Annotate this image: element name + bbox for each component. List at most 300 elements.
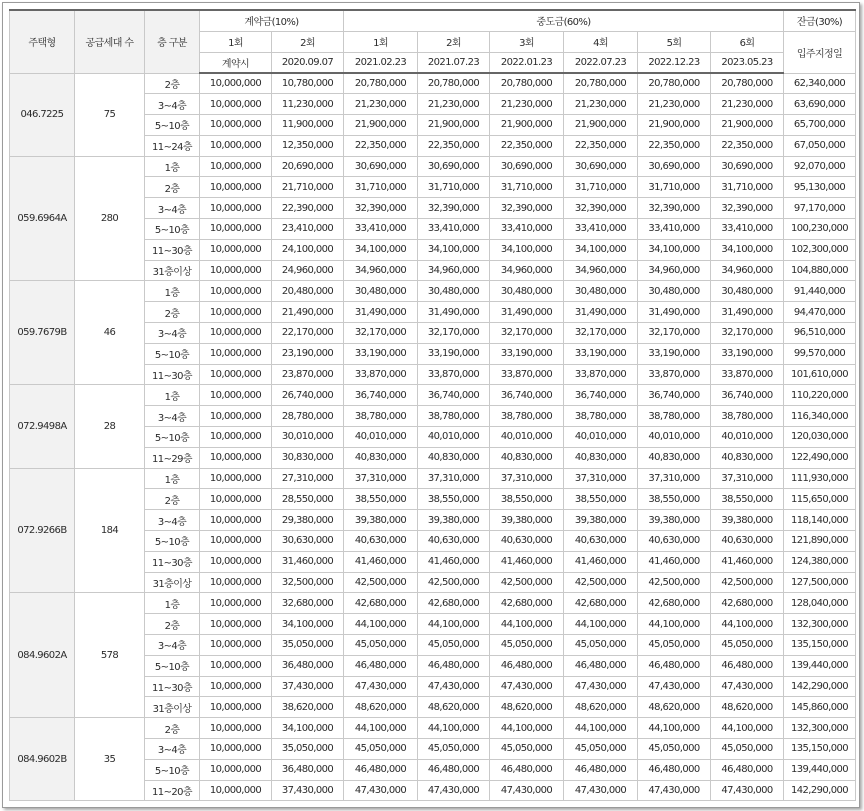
amount-cell: 22,350,000 bbox=[711, 135, 784, 156]
floor-cell: 1층 bbox=[145, 281, 200, 302]
table-row bbox=[10, 718, 856, 739]
amount-cell: 32,170,000 bbox=[564, 323, 638, 344]
amount-cell: 145,860,000 bbox=[784, 697, 856, 718]
amount-cell: 46,480,000 bbox=[344, 759, 418, 780]
supply-units-cell: 35 bbox=[75, 718, 145, 801]
amount-cell: 104,880,000 bbox=[784, 260, 856, 281]
amount-cell: 34,100,000 bbox=[272, 614, 344, 635]
amount-cell: 44,100,000 bbox=[564, 718, 638, 739]
amount-cell: 42,500,000 bbox=[564, 572, 638, 593]
amount-cell: 139,440,000 bbox=[784, 655, 856, 676]
supply-units-cell: 184 bbox=[75, 468, 145, 593]
amount-cell: 45,050,000 bbox=[490, 739, 564, 760]
amount-cell: 32,170,000 bbox=[490, 323, 564, 344]
amount-cell: 37,310,000 bbox=[344, 468, 418, 489]
amount-cell: 44,100,000 bbox=[638, 614, 711, 635]
floor-cell: 11~30층 bbox=[145, 676, 200, 697]
amount-cell: 10,000,000 bbox=[200, 281, 272, 302]
header-installment: 5회 bbox=[638, 31, 711, 52]
amount-cell: 44,100,000 bbox=[490, 718, 564, 739]
amount-cell: 10,000,000 bbox=[200, 697, 272, 718]
amount-cell: 33,190,000 bbox=[711, 343, 784, 364]
amount-cell: 36,740,000 bbox=[490, 385, 564, 406]
amount-cell: 67,050,000 bbox=[784, 135, 856, 156]
amount-cell: 20,780,000 bbox=[344, 73, 418, 94]
amount-cell: 10,000,000 bbox=[200, 135, 272, 156]
amount-cell: 116,340,000 bbox=[784, 406, 856, 427]
amount-cell: 30,690,000 bbox=[711, 156, 784, 177]
amount-cell: 33,190,000 bbox=[344, 343, 418, 364]
amount-cell: 92,070,000 bbox=[784, 156, 856, 177]
floor-cell: 1층 bbox=[145, 468, 200, 489]
amount-cell: 35,050,000 bbox=[272, 739, 344, 760]
floor-cell: 31층이상 bbox=[145, 697, 200, 718]
table-header bbox=[10, 10, 856, 73]
amount-cell: 115,650,000 bbox=[784, 489, 856, 510]
amount-cell: 42,500,000 bbox=[638, 572, 711, 593]
header-date: 2023.05.23 bbox=[711, 52, 784, 73]
amount-cell: 23,190,000 bbox=[272, 343, 344, 364]
amount-cell: 33,410,000 bbox=[711, 219, 784, 240]
amount-cell: 38,620,000 bbox=[272, 697, 344, 718]
amount-cell: 42,680,000 bbox=[564, 593, 638, 614]
floor-cell: 2층 bbox=[145, 614, 200, 635]
amount-cell: 44,100,000 bbox=[490, 614, 564, 635]
floor-cell: 31층이상 bbox=[145, 572, 200, 593]
amount-cell: 45,050,000 bbox=[344, 635, 418, 656]
amount-cell: 100,230,000 bbox=[784, 219, 856, 240]
housing-type-group bbox=[10, 593, 856, 718]
amount-cell: 34,100,000 bbox=[344, 239, 418, 260]
amount-cell: 20,690,000 bbox=[272, 156, 344, 177]
amount-cell: 45,050,000 bbox=[564, 739, 638, 760]
amount-cell: 10,000,000 bbox=[200, 427, 272, 448]
amount-cell: 10,000,000 bbox=[200, 780, 272, 801]
amount-cell: 32,170,000 bbox=[344, 323, 418, 344]
amount-cell: 10,000,000 bbox=[200, 260, 272, 281]
amount-cell: 40,010,000 bbox=[638, 427, 711, 448]
amount-cell: 44,100,000 bbox=[638, 718, 711, 739]
amount-cell: 127,500,000 bbox=[784, 572, 856, 593]
amount-cell: 34,960,000 bbox=[490, 260, 564, 281]
amount-cell: 34,100,000 bbox=[638, 239, 711, 260]
amount-cell: 45,050,000 bbox=[418, 635, 490, 656]
amount-cell: 40,830,000 bbox=[418, 447, 490, 468]
amount-cell: 45,050,000 bbox=[711, 739, 784, 760]
amount-cell: 46,480,000 bbox=[564, 655, 638, 676]
amount-cell: 30,690,000 bbox=[418, 156, 490, 177]
amount-cell: 47,430,000 bbox=[711, 780, 784, 801]
header-installment: 1회 bbox=[344, 31, 418, 52]
amount-cell: 47,430,000 bbox=[564, 676, 638, 697]
amount-cell: 33,190,000 bbox=[418, 343, 490, 364]
amount-cell: 10,000,000 bbox=[200, 614, 272, 635]
housing-type-group bbox=[10, 156, 856, 281]
amount-cell: 10,000,000 bbox=[200, 572, 272, 593]
amount-cell: 38,780,000 bbox=[418, 406, 490, 427]
housing-type-cell: 059.7679B bbox=[10, 281, 75, 385]
table-row bbox=[10, 73, 856, 94]
amount-cell: 36,740,000 bbox=[711, 385, 784, 406]
floor-cell: 3~4층 bbox=[145, 635, 200, 656]
amount-cell: 35,050,000 bbox=[272, 635, 344, 656]
housing-type-cell: 084.9602A bbox=[10, 593, 75, 718]
amount-cell: 33,870,000 bbox=[344, 364, 418, 385]
header-balance: 잔금(30%) bbox=[784, 10, 856, 31]
floor-cell: 11~30층 bbox=[145, 551, 200, 572]
amount-cell: 40,010,000 bbox=[418, 427, 490, 448]
amount-cell: 39,380,000 bbox=[711, 510, 784, 531]
amount-cell: 32,680,000 bbox=[272, 593, 344, 614]
amount-cell: 32,390,000 bbox=[418, 198, 490, 219]
amount-cell: 47,430,000 bbox=[564, 780, 638, 801]
amount-cell: 40,830,000 bbox=[564, 447, 638, 468]
amount-cell: 31,490,000 bbox=[564, 302, 638, 323]
floor-cell: 11~30층 bbox=[145, 364, 200, 385]
floor-cell: 5~10층 bbox=[145, 343, 200, 364]
floor-cell: 5~10층 bbox=[145, 531, 200, 552]
amount-cell: 40,010,000 bbox=[564, 427, 638, 448]
amount-cell: 21,230,000 bbox=[490, 94, 564, 115]
floor-cell: 5~10층 bbox=[145, 759, 200, 780]
amount-cell: 22,350,000 bbox=[638, 135, 711, 156]
header-installment: 4회 bbox=[564, 31, 638, 52]
amount-cell: 21,230,000 bbox=[564, 94, 638, 115]
amount-cell: 10,000,000 bbox=[200, 406, 272, 427]
amount-cell: 47,430,000 bbox=[638, 676, 711, 697]
amount-cell: 41,460,000 bbox=[564, 551, 638, 572]
amount-cell: 132,300,000 bbox=[784, 718, 856, 739]
amount-cell: 24,100,000 bbox=[272, 239, 344, 260]
amount-cell: 132,300,000 bbox=[784, 614, 856, 635]
amount-cell: 21,900,000 bbox=[564, 115, 638, 136]
amount-cell: 32,170,000 bbox=[638, 323, 711, 344]
amount-cell: 30,480,000 bbox=[638, 281, 711, 302]
amount-cell: 31,490,000 bbox=[490, 302, 564, 323]
amount-cell: 42,500,000 bbox=[344, 572, 418, 593]
amount-cell: 30,480,000 bbox=[564, 281, 638, 302]
amount-cell: 30,690,000 bbox=[564, 156, 638, 177]
header-housing-type: 주택형 bbox=[10, 10, 75, 73]
amount-cell: 96,510,000 bbox=[784, 323, 856, 344]
amount-cell: 10,000,000 bbox=[200, 302, 272, 323]
amount-cell: 21,230,000 bbox=[418, 94, 490, 115]
amount-cell: 41,460,000 bbox=[638, 551, 711, 572]
header-date: 2020.09.07 bbox=[272, 52, 344, 73]
amount-cell: 120,030,000 bbox=[784, 427, 856, 448]
floor-cell: 2층 bbox=[145, 73, 200, 94]
amount-cell: 95,130,000 bbox=[784, 177, 856, 198]
amount-cell: 10,000,000 bbox=[200, 323, 272, 344]
supply-units-cell: 28 bbox=[75, 385, 145, 468]
housing-type-group bbox=[10, 73, 856, 156]
amount-cell: 21,900,000 bbox=[638, 115, 711, 136]
amount-cell: 47,430,000 bbox=[344, 780, 418, 801]
housing-type-group bbox=[10, 385, 856, 468]
amount-cell: 31,710,000 bbox=[418, 177, 490, 198]
amount-cell: 41,460,000 bbox=[711, 551, 784, 572]
amount-cell: 10,000,000 bbox=[200, 739, 272, 760]
floor-cell: 1층 bbox=[145, 385, 200, 406]
amount-cell: 21,900,000 bbox=[490, 115, 564, 136]
supply-units-cell: 75 bbox=[75, 73, 145, 156]
amount-cell: 142,290,000 bbox=[784, 780, 856, 801]
amount-cell: 42,500,000 bbox=[418, 572, 490, 593]
amount-cell: 21,710,000 bbox=[272, 177, 344, 198]
amount-cell: 10,000,000 bbox=[200, 343, 272, 364]
floor-cell: 3~4층 bbox=[145, 198, 200, 219]
amount-cell: 31,490,000 bbox=[711, 302, 784, 323]
floor-cell: 3~4층 bbox=[145, 510, 200, 531]
amount-cell: 128,040,000 bbox=[784, 593, 856, 614]
amount-cell: 30,480,000 bbox=[490, 281, 564, 302]
supply-units-cell: 280 bbox=[75, 156, 145, 281]
amount-cell: 135,150,000 bbox=[784, 739, 856, 760]
amount-cell: 38,550,000 bbox=[638, 489, 711, 510]
amount-cell: 33,410,000 bbox=[418, 219, 490, 240]
amount-cell: 10,000,000 bbox=[200, 385, 272, 406]
amount-cell: 38,550,000 bbox=[564, 489, 638, 510]
amount-cell: 10,000,000 bbox=[200, 635, 272, 656]
amount-cell: 21,900,000 bbox=[344, 115, 418, 136]
header-date: 2022.12.23 bbox=[638, 52, 711, 73]
amount-cell: 38,780,000 bbox=[490, 406, 564, 427]
amount-cell: 10,000,000 bbox=[200, 177, 272, 198]
amount-cell: 122,490,000 bbox=[784, 447, 856, 468]
amount-cell: 63,690,000 bbox=[784, 94, 856, 115]
amount-cell: 12,350,000 bbox=[272, 135, 344, 156]
housing-type-cell: 059.6964A bbox=[10, 156, 75, 281]
amount-cell: 47,430,000 bbox=[418, 676, 490, 697]
amount-cell: 10,000,000 bbox=[200, 94, 272, 115]
amount-cell: 48,620,000 bbox=[490, 697, 564, 718]
amount-cell: 32,390,000 bbox=[711, 198, 784, 219]
amount-cell: 20,780,000 bbox=[564, 73, 638, 94]
amount-cell: 39,380,000 bbox=[344, 510, 418, 531]
amount-cell: 22,390,000 bbox=[272, 198, 344, 219]
amount-cell: 37,310,000 bbox=[418, 468, 490, 489]
amount-cell: 41,460,000 bbox=[344, 551, 418, 572]
amount-cell: 10,000,000 bbox=[200, 468, 272, 489]
header-middle-payment: 중도금(60%) bbox=[344, 10, 784, 31]
amount-cell: 46,480,000 bbox=[418, 759, 490, 780]
amount-cell: 30,480,000 bbox=[344, 281, 418, 302]
amount-cell: 40,010,000 bbox=[490, 427, 564, 448]
amount-cell: 97,170,000 bbox=[784, 198, 856, 219]
amount-cell: 40,630,000 bbox=[564, 531, 638, 552]
amount-cell: 34,100,000 bbox=[272, 718, 344, 739]
floor-cell: 3~4층 bbox=[145, 406, 200, 427]
amount-cell: 37,310,000 bbox=[638, 468, 711, 489]
amount-cell: 91,440,000 bbox=[784, 281, 856, 302]
amount-cell: 32,390,000 bbox=[344, 198, 418, 219]
amount-cell: 10,000,000 bbox=[200, 759, 272, 780]
amount-cell: 118,140,000 bbox=[784, 510, 856, 531]
amount-cell: 30,690,000 bbox=[638, 156, 711, 177]
amount-cell: 32,390,000 bbox=[490, 198, 564, 219]
amount-cell: 33,410,000 bbox=[564, 219, 638, 240]
amount-cell: 22,350,000 bbox=[418, 135, 490, 156]
amount-cell: 34,100,000 bbox=[418, 239, 490, 260]
floor-cell: 31층이상 bbox=[145, 260, 200, 281]
amount-cell: 10,000,000 bbox=[200, 156, 272, 177]
amount-cell: 110,220,000 bbox=[784, 385, 856, 406]
amount-cell: 44,100,000 bbox=[711, 718, 784, 739]
amount-cell: 37,310,000 bbox=[711, 468, 784, 489]
amount-cell: 40,830,000 bbox=[711, 447, 784, 468]
header-date: 2021.07.23 bbox=[418, 52, 490, 73]
amount-cell: 34,960,000 bbox=[564, 260, 638, 281]
amount-cell: 10,000,000 bbox=[200, 447, 272, 468]
amount-cell: 48,620,000 bbox=[344, 697, 418, 718]
floor-cell: 2층 bbox=[145, 177, 200, 198]
amount-cell: 44,100,000 bbox=[344, 718, 418, 739]
amount-cell: 46,480,000 bbox=[418, 655, 490, 676]
header-supply-units: 공급세대 수 bbox=[75, 10, 145, 73]
document-frame bbox=[2, 2, 860, 808]
amount-cell: 42,680,000 bbox=[344, 593, 418, 614]
amount-cell: 46,480,000 bbox=[711, 655, 784, 676]
floor-cell: 2층 bbox=[145, 489, 200, 510]
amount-cell: 31,710,000 bbox=[344, 177, 418, 198]
floor-cell: 5~10층 bbox=[145, 115, 200, 136]
amount-cell: 38,550,000 bbox=[490, 489, 564, 510]
amount-cell: 46,480,000 bbox=[638, 759, 711, 780]
amount-cell: 48,620,000 bbox=[418, 697, 490, 718]
amount-cell: 33,870,000 bbox=[638, 364, 711, 385]
amount-cell: 33,410,000 bbox=[490, 219, 564, 240]
amount-cell: 10,000,000 bbox=[200, 198, 272, 219]
amount-cell: 33,870,000 bbox=[490, 364, 564, 385]
amount-cell: 40,010,000 bbox=[344, 427, 418, 448]
amount-cell: 36,740,000 bbox=[564, 385, 638, 406]
amount-cell: 38,780,000 bbox=[638, 406, 711, 427]
amount-cell: 40,010,000 bbox=[711, 427, 784, 448]
amount-cell: 40,830,000 bbox=[490, 447, 564, 468]
header-date: 계약시 bbox=[200, 52, 272, 73]
amount-cell: 44,100,000 bbox=[711, 614, 784, 635]
amount-cell: 10,000,000 bbox=[200, 718, 272, 739]
header-date: 2022.07.23 bbox=[564, 52, 638, 73]
amount-cell: 38,550,000 bbox=[418, 489, 490, 510]
amount-cell: 32,500,000 bbox=[272, 572, 344, 593]
floor-cell: 5~10층 bbox=[145, 219, 200, 240]
amount-cell: 99,570,000 bbox=[784, 343, 856, 364]
floor-cell: 2층 bbox=[145, 718, 200, 739]
amount-cell: 10,000,000 bbox=[200, 115, 272, 136]
amount-cell: 46,480,000 bbox=[490, 655, 564, 676]
amount-cell: 10,000,000 bbox=[200, 364, 272, 385]
amount-cell: 30,690,000 bbox=[490, 156, 564, 177]
amount-cell: 44,100,000 bbox=[418, 614, 490, 635]
amount-cell: 42,680,000 bbox=[638, 593, 711, 614]
floor-cell: 11~30층 bbox=[145, 239, 200, 260]
floor-cell: 11~24층 bbox=[145, 135, 200, 156]
amount-cell: 10,000,000 bbox=[200, 655, 272, 676]
supply-units-cell: 578 bbox=[75, 593, 145, 718]
amount-cell: 139,440,000 bbox=[784, 759, 856, 780]
amount-cell: 23,410,000 bbox=[272, 219, 344, 240]
amount-cell: 40,630,000 bbox=[638, 531, 711, 552]
amount-cell: 27,310,000 bbox=[272, 468, 344, 489]
amount-cell: 34,960,000 bbox=[711, 260, 784, 281]
amount-cell: 31,710,000 bbox=[490, 177, 564, 198]
amount-cell: 10,000,000 bbox=[200, 219, 272, 240]
amount-cell: 23,870,000 bbox=[272, 364, 344, 385]
table-row bbox=[10, 281, 856, 302]
amount-cell: 42,680,000 bbox=[418, 593, 490, 614]
amount-cell: 47,430,000 bbox=[344, 676, 418, 697]
amount-cell: 48,620,000 bbox=[564, 697, 638, 718]
amount-cell: 34,960,000 bbox=[638, 260, 711, 281]
amount-cell: 36,740,000 bbox=[418, 385, 490, 406]
amount-cell: 10,000,000 bbox=[200, 593, 272, 614]
amount-cell: 62,340,000 bbox=[784, 73, 856, 94]
amount-cell: 46,480,000 bbox=[344, 655, 418, 676]
amount-cell: 31,710,000 bbox=[711, 177, 784, 198]
header-installment: 2회 bbox=[272, 31, 344, 52]
amount-cell: 42,680,000 bbox=[490, 593, 564, 614]
amount-cell: 21,230,000 bbox=[344, 94, 418, 115]
amount-cell: 36,740,000 bbox=[344, 385, 418, 406]
amount-cell: 33,870,000 bbox=[711, 364, 784, 385]
amount-cell: 37,310,000 bbox=[490, 468, 564, 489]
amount-cell: 45,050,000 bbox=[418, 739, 490, 760]
amount-cell: 36,740,000 bbox=[638, 385, 711, 406]
amount-cell: 33,410,000 bbox=[638, 219, 711, 240]
amount-cell: 47,430,000 bbox=[490, 676, 564, 697]
amount-cell: 47,430,000 bbox=[418, 780, 490, 801]
amount-cell: 45,050,000 bbox=[344, 739, 418, 760]
housing-type-group bbox=[10, 718, 856, 801]
amount-cell: 36,480,000 bbox=[272, 759, 344, 780]
amount-cell: 30,480,000 bbox=[711, 281, 784, 302]
floor-cell: 3~4층 bbox=[145, 323, 200, 344]
floor-cell: 2층 bbox=[145, 302, 200, 323]
amount-cell: 31,490,000 bbox=[638, 302, 711, 323]
amount-cell: 22,350,000 bbox=[490, 135, 564, 156]
amount-cell: 22,350,000 bbox=[344, 135, 418, 156]
amount-cell: 46,480,000 bbox=[711, 759, 784, 780]
floor-cell: 11~29층 bbox=[145, 447, 200, 468]
amount-cell: 21,900,000 bbox=[711, 115, 784, 136]
amount-cell: 33,190,000 bbox=[490, 343, 564, 364]
amount-cell: 121,890,000 bbox=[784, 531, 856, 552]
amount-cell: 33,870,000 bbox=[418, 364, 490, 385]
amount-cell: 39,380,000 bbox=[490, 510, 564, 531]
amount-cell: 40,830,000 bbox=[344, 447, 418, 468]
header-installment: 1회 bbox=[200, 31, 272, 52]
amount-cell: 10,000,000 bbox=[200, 676, 272, 697]
amount-cell: 36,480,000 bbox=[272, 655, 344, 676]
amount-cell: 44,100,000 bbox=[344, 614, 418, 635]
amount-cell: 48,620,000 bbox=[638, 697, 711, 718]
amount-cell: 33,410,000 bbox=[344, 219, 418, 240]
amount-cell: 46,480,000 bbox=[564, 759, 638, 780]
amount-cell: 21,230,000 bbox=[711, 94, 784, 115]
floor-cell: 3~4층 bbox=[145, 94, 200, 115]
amount-cell: 40,630,000 bbox=[418, 531, 490, 552]
amount-cell: 47,430,000 bbox=[711, 676, 784, 697]
amount-cell: 38,780,000 bbox=[344, 406, 418, 427]
amount-cell: 10,000,000 bbox=[200, 510, 272, 531]
amount-cell: 42,680,000 bbox=[711, 593, 784, 614]
amount-cell: 135,150,000 bbox=[784, 635, 856, 656]
amount-cell: 33,190,000 bbox=[564, 343, 638, 364]
amount-cell: 48,620,000 bbox=[711, 697, 784, 718]
amount-cell: 37,310,000 bbox=[564, 468, 638, 489]
header-deposit: 계약금(10%) bbox=[200, 10, 344, 31]
